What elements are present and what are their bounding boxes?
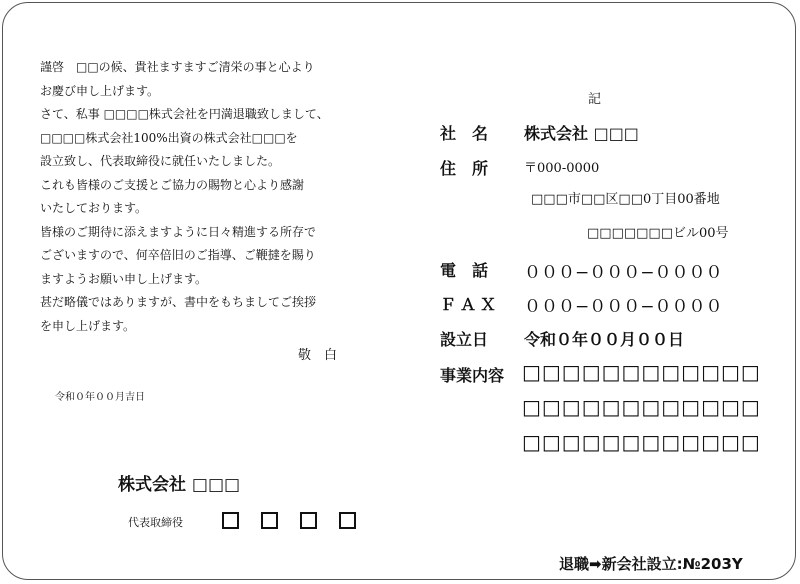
name-box <box>261 512 278 529</box>
address-line1: □□□市□□区□□0丁目00番地 <box>531 192 720 207</box>
postal-code: 〒000-0000 <box>524 161 600 176</box>
fax-value: ０００−０００−００００ <box>524 297 723 317</box>
letter-line: を申し上げます。 <box>40 318 136 333</box>
name-box <box>300 512 317 529</box>
letter-line: □□□□株式会社100%出資の株式会社□□□を <box>40 130 298 145</box>
letter-line: ますようお願い申し上げます。 <box>40 271 208 286</box>
letter-line: ございますので、何卒倍旧のご指導、ご鞭撻を賜り <box>40 248 316 262</box>
letter-line: 皆様のご期待に添えますように日々精進する所存で <box>40 224 317 239</box>
business-row: □□□□□□□□□□□□ <box>522 360 761 384</box>
business-row: □□□□□□□□□□□□ <box>522 430 761 454</box>
letter-line: 甚だ略儀ではありますが、書中をもちましてご挨拶 <box>40 295 317 309</box>
letter-line: いたしております。 <box>40 201 148 215</box>
info-heading: 記 <box>588 92 602 107</box>
fax-label: ＦＡＸ <box>440 295 501 314</box>
address-line2: □□□□□□□ビル00号 <box>587 226 729 241</box>
signature-company: 株式会社 □□□ <box>118 475 241 495</box>
letter-line: 謹啓 □□の候、貴社ますますご清栄の事と心より <box>40 60 315 74</box>
product-code-label: 退職➡新会社設立:№203Y <box>559 555 743 573</box>
phone-label: 電 話 <box>440 261 489 280</box>
letter-line: お慶び申し上げます。 <box>40 83 160 98</box>
phone-value: ０００−０００−００００ <box>524 263 723 283</box>
letter-date: 令和０年００月吉日 <box>55 392 145 403</box>
company-value: 株式会社 □□□ <box>524 124 639 143</box>
established-value: 令和０年００月００日 <box>524 330 685 349</box>
letter-line: 設立致し、代表取締役に就任いたしました。 <box>40 154 281 168</box>
established-label: 設立日 <box>440 330 489 349</box>
business-row: □□□□□□□□□□□□ <box>522 395 761 419</box>
signature-title: 代表取締役 <box>128 516 183 529</box>
address-label: 住 所 <box>440 159 489 178</box>
name-box <box>339 512 356 529</box>
letter-closing: 敬 白 <box>298 348 338 363</box>
signature-name-boxes <box>222 510 378 529</box>
letter-line: さて、私事 □□□□株式会社を円満退職致しまして、 <box>40 107 329 121</box>
name-box <box>222 512 239 529</box>
company-label: 社 名 <box>440 124 489 143</box>
business-label: 事業内容 <box>440 366 505 385</box>
letter-line: これも皆様のご支援とご協力の賜物と心より感謝 <box>40 177 305 192</box>
letter-body <box>40 56 370 338</box>
